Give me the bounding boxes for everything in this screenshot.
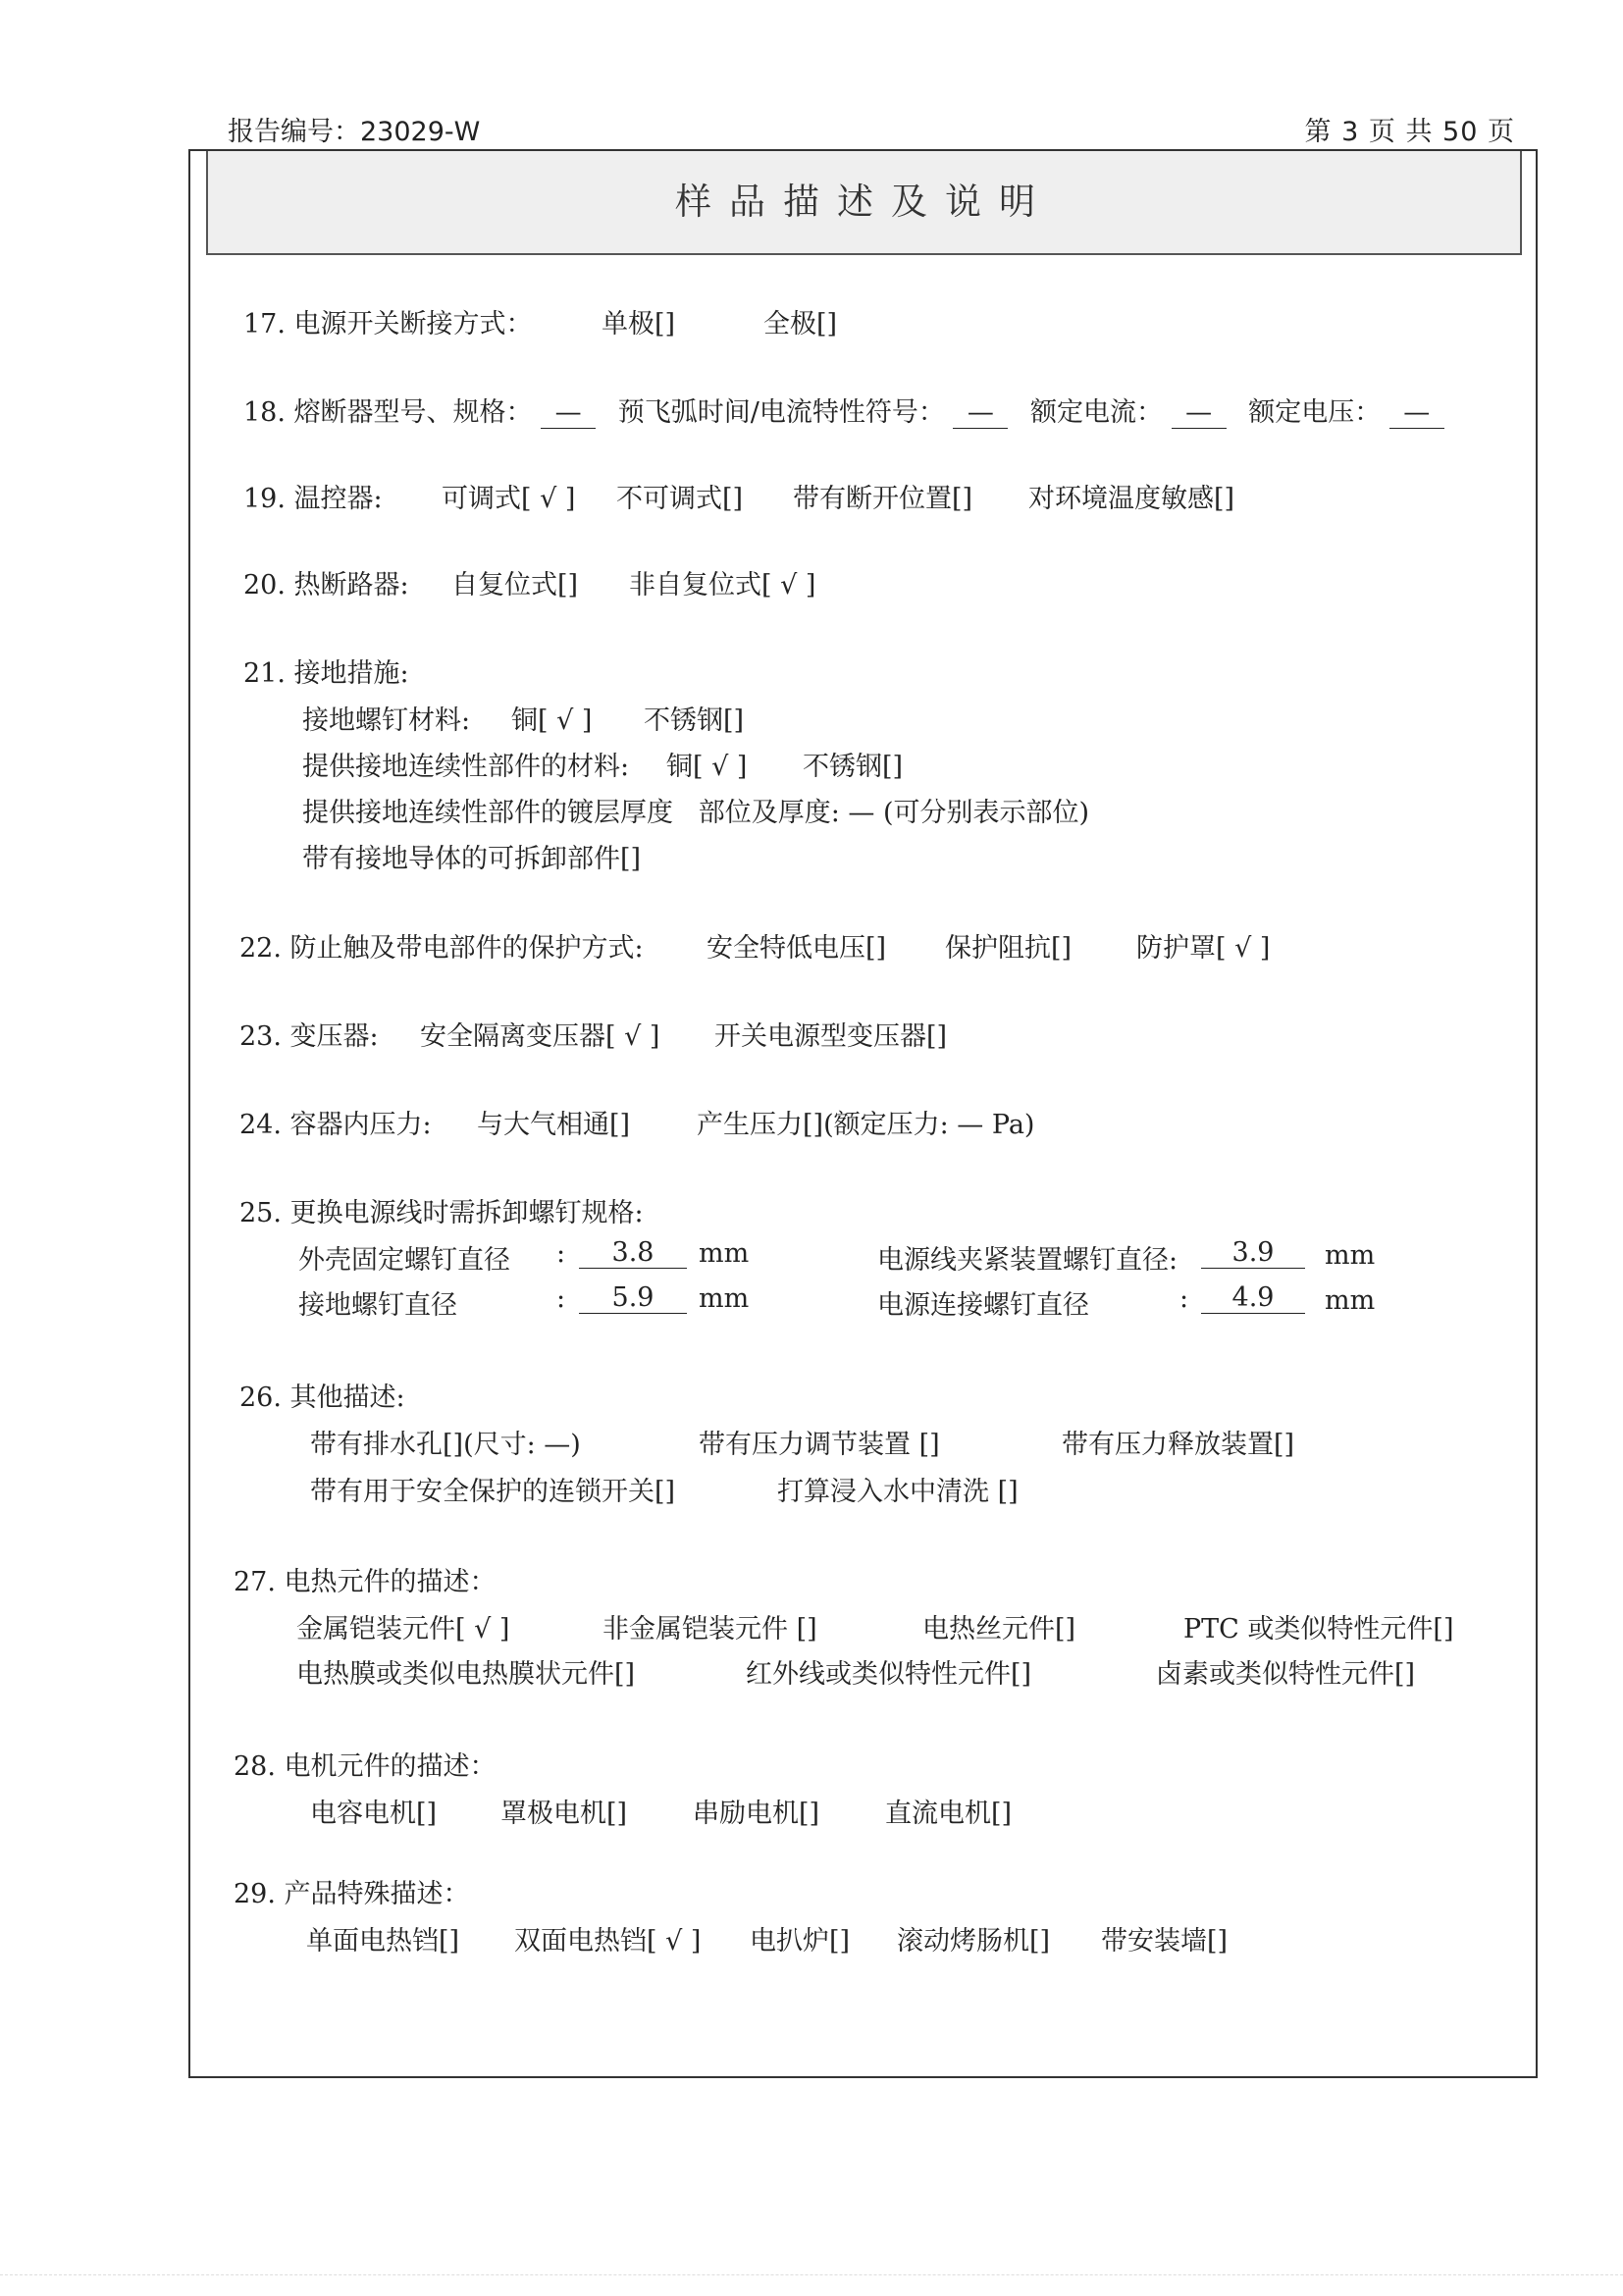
item-19-opt-adjustable: 可调式[ √ ] — [442, 484, 576, 514]
item-17-label: 17. 电源开关断接方式： — [243, 309, 533, 339]
item-27-label: 27. 电热元件的描述： — [234, 1567, 497, 1597]
item-18 — [243, 391, 1444, 429]
item-29-opt-single-griddle: 单面电热铛[] — [306, 1926, 460, 1957]
item-28-opt-dc: 直流电机[] — [885, 1799, 1013, 1829]
item-19 — [243, 477, 1235, 515]
item-21-screw-material — [302, 699, 745, 737]
item-23 — [239, 1015, 948, 1053]
item-24-opt-pressure: 产生压力[](额定压力: — Pa) — [697, 1110, 1035, 1140]
item-18-rated-current-label: 额定电流： — [1030, 397, 1164, 428]
item-26-label: 26. 其他描述: — [239, 1383, 405, 1413]
item-21-continuity-copper: 铜[ √ ] — [666, 752, 748, 782]
item-29-opt-wall-mount: 带安装墙[] — [1101, 1926, 1229, 1957]
item-27-opt-ptc: PTC 或类似特性元件[] — [1183, 1614, 1454, 1644]
item-18-fuse-spec: — — [541, 398, 596, 429]
item-20-label: 20. 热断路器: — [243, 570, 409, 600]
item-25-clamp-screw-label: 电源线夹紧装置螺钉直径: — [877, 1245, 1178, 1276]
item-28-label: 28. 电机元件的描述： — [234, 1751, 497, 1782]
item-25-clamp-screw-value: 3.9 — [1201, 1238, 1305, 1269]
item-24-opt-atmosphere: 与大气相通[] — [477, 1110, 631, 1140]
item-25-unit: mm — [1325, 1240, 1376, 1271]
item-19-opt-nonadjustable: 不可调式[] — [616, 484, 744, 514]
item-25-connection-screw-label: 电源连接螺钉直径 — [877, 1290, 1089, 1321]
item-25-colon: : — [1179, 1283, 1189, 1314]
item-28-opt-capacitor: 电容电机[] — [310, 1799, 438, 1829]
item-17-opt-all-pole: 全极[] — [763, 309, 838, 339]
item-26-opt-pressure-regulator: 带有压力调节装置 [] — [699, 1430, 940, 1460]
item-28-opt-shaded-pole: 罩极电机[] — [500, 1799, 628, 1829]
item-17-opt-single-pole: 单极[] — [602, 309, 676, 339]
item-29-opt-sausage-roller: 滚动烤肠机[] — [897, 1926, 1051, 1957]
item-27-row-1 — [296, 1607, 1474, 1644]
item-26-row-2 — [310, 1470, 1389, 1507]
item-19-opt-off-position: 带有断开位置[] — [793, 484, 973, 514]
item-20 — [243, 563, 816, 601]
item-21-continuity-material — [302, 745, 904, 783]
item-29-opt-double-griddle: 双面电热铛[ √ ] — [514, 1926, 702, 1957]
item-18-rated-current-value: — — [1172, 398, 1227, 429]
item-22-opt-selv: 安全特低电压[] — [707, 933, 887, 964]
item-29-opt-grill-pan: 电扒炉[] — [750, 1926, 851, 1957]
item-26-opt-drain-hole: 带有排水孔[](尺寸: —) — [310, 1430, 581, 1460]
item-27-row-2 — [296, 1652, 1474, 1690]
item-26-row-1 — [310, 1423, 1389, 1460]
item-22-opt-impedance: 保护阻抗[] — [945, 933, 1073, 964]
item-25-unit: mm — [1325, 1285, 1376, 1316]
item-29-row — [306, 1919, 1386, 1957]
section-title: 样品描述及说明 — [206, 151, 1522, 255]
report-number: 报告编号：23029-W — [228, 117, 481, 147]
item-21-continuity-material-label: 提供接地连续性部件的材料: — [302, 752, 630, 782]
item-28-row — [310, 1792, 1389, 1829]
item-21-screw-copper: 铜[ √ ] — [511, 705, 593, 736]
item-28-opt-series: 串励电机[] — [693, 1799, 820, 1829]
item-25-unit: mm — [699, 1283, 750, 1314]
item-22 — [239, 926, 1271, 965]
scan-edge-line — [0, 2274, 1623, 2275]
item-25-connection-screw-value: 4.9 — [1201, 1283, 1305, 1314]
item-23-opt-isolating: 安全隔离变压器[ √ ] — [420, 1021, 660, 1052]
item-29-label: 29. 产品特殊描述： — [234, 1879, 470, 1909]
item-18-label: 18. 熔断器型号、规格： — [243, 397, 533, 428]
item-26-opt-interlock: 带有用于安全保护的连锁开关[] — [310, 1477, 676, 1507]
item-25-label: 25. 更换电源线时需拆卸螺钉规格: — [239, 1198, 644, 1228]
item-24 — [239, 1103, 1035, 1141]
item-21-removable-part: 带有接地导体的可拆卸部件[] — [302, 844, 642, 874]
item-18-rated-voltage-label: 额定电压： — [1248, 397, 1382, 428]
item-23-opt-switch-mode: 开关电源型变压器[] — [714, 1021, 948, 1052]
item-18-rated-voltage-value: — — [1389, 398, 1444, 429]
item-27-opt-halogen: 卤素或类似特性元件[] — [1156, 1659, 1416, 1690]
item-18-prearc-label: 预飞弧时间/电流特性符号： — [617, 397, 945, 428]
item-20-opt-self-reset: 自复位式[] — [451, 570, 579, 600]
item-25-colon: : — [556, 1238, 566, 1269]
item-21-screw-material-label: 接地螺钉材料: — [302, 705, 471, 736]
item-22-opt-guard: 防护罩[ √ ] — [1136, 933, 1271, 964]
item-27-opt-infrared: 红外线或类似特性元件[] — [746, 1659, 1032, 1690]
item-23-label: 23. 变压器: — [239, 1021, 379, 1052]
item-27-opt-film: 电热膜或类似电热膜状元件[] — [296, 1659, 636, 1690]
item-25-earth-screw-label: 接地螺钉直径 — [298, 1290, 457, 1321]
item-18-prearc-value: — — [953, 398, 1008, 429]
item-21-label: 21. 接地措施: — [243, 658, 409, 689]
item-20-opt-non-self-reset: 非自复位式[ √ ] — [629, 570, 816, 600]
item-21-screw-stainless: 不锈钢[] — [644, 705, 745, 736]
item-24-label: 24. 容器内压力: — [239, 1110, 432, 1140]
item-27-opt-metal-sheathed: 金属铠装元件[ √ ] — [296, 1614, 510, 1644]
item-21-coating-thickness: 提供接地连续性部件的镀层厚度 部位及厚度: — (可分别表示部位) — [302, 798, 1090, 828]
item-22-label: 22. 防止触及带电部件的保护方式: — [239, 933, 644, 964]
page-indicator: 第 3 页 共 50 页 — [1304, 117, 1515, 147]
item-26-opt-immersion: 打算浸入水中清洗 [] — [777, 1477, 1019, 1507]
item-27-opt-wire: 电热丝元件[] — [922, 1614, 1076, 1644]
item-25-row-2 — [298, 1282, 1378, 1321]
item-27-opt-nonmetal-sheathed: 非金属铠装元件 [] — [602, 1614, 817, 1644]
item-26-opt-pressure-relief: 带有压力释放装置[] — [1062, 1430, 1295, 1460]
item-25-colon: : — [556, 1283, 566, 1314]
item-25-unit: mm — [699, 1238, 750, 1269]
item-19-opt-ambient: 对环境温度敏感[] — [1028, 484, 1235, 514]
item-25-housing-screw-label: 外壳固定螺钉直径 — [298, 1245, 510, 1276]
item-25-housing-screw-value: 3.8 — [579, 1238, 687, 1269]
item-25-row-1 — [298, 1237, 1378, 1276]
item-19-label: 19. 温控器: — [243, 484, 383, 514]
item-17 — [243, 302, 838, 340]
item-21-continuity-stainless: 不锈钢[] — [803, 752, 904, 782]
item-25-earth-screw-value: 5.9 — [579, 1283, 687, 1314]
